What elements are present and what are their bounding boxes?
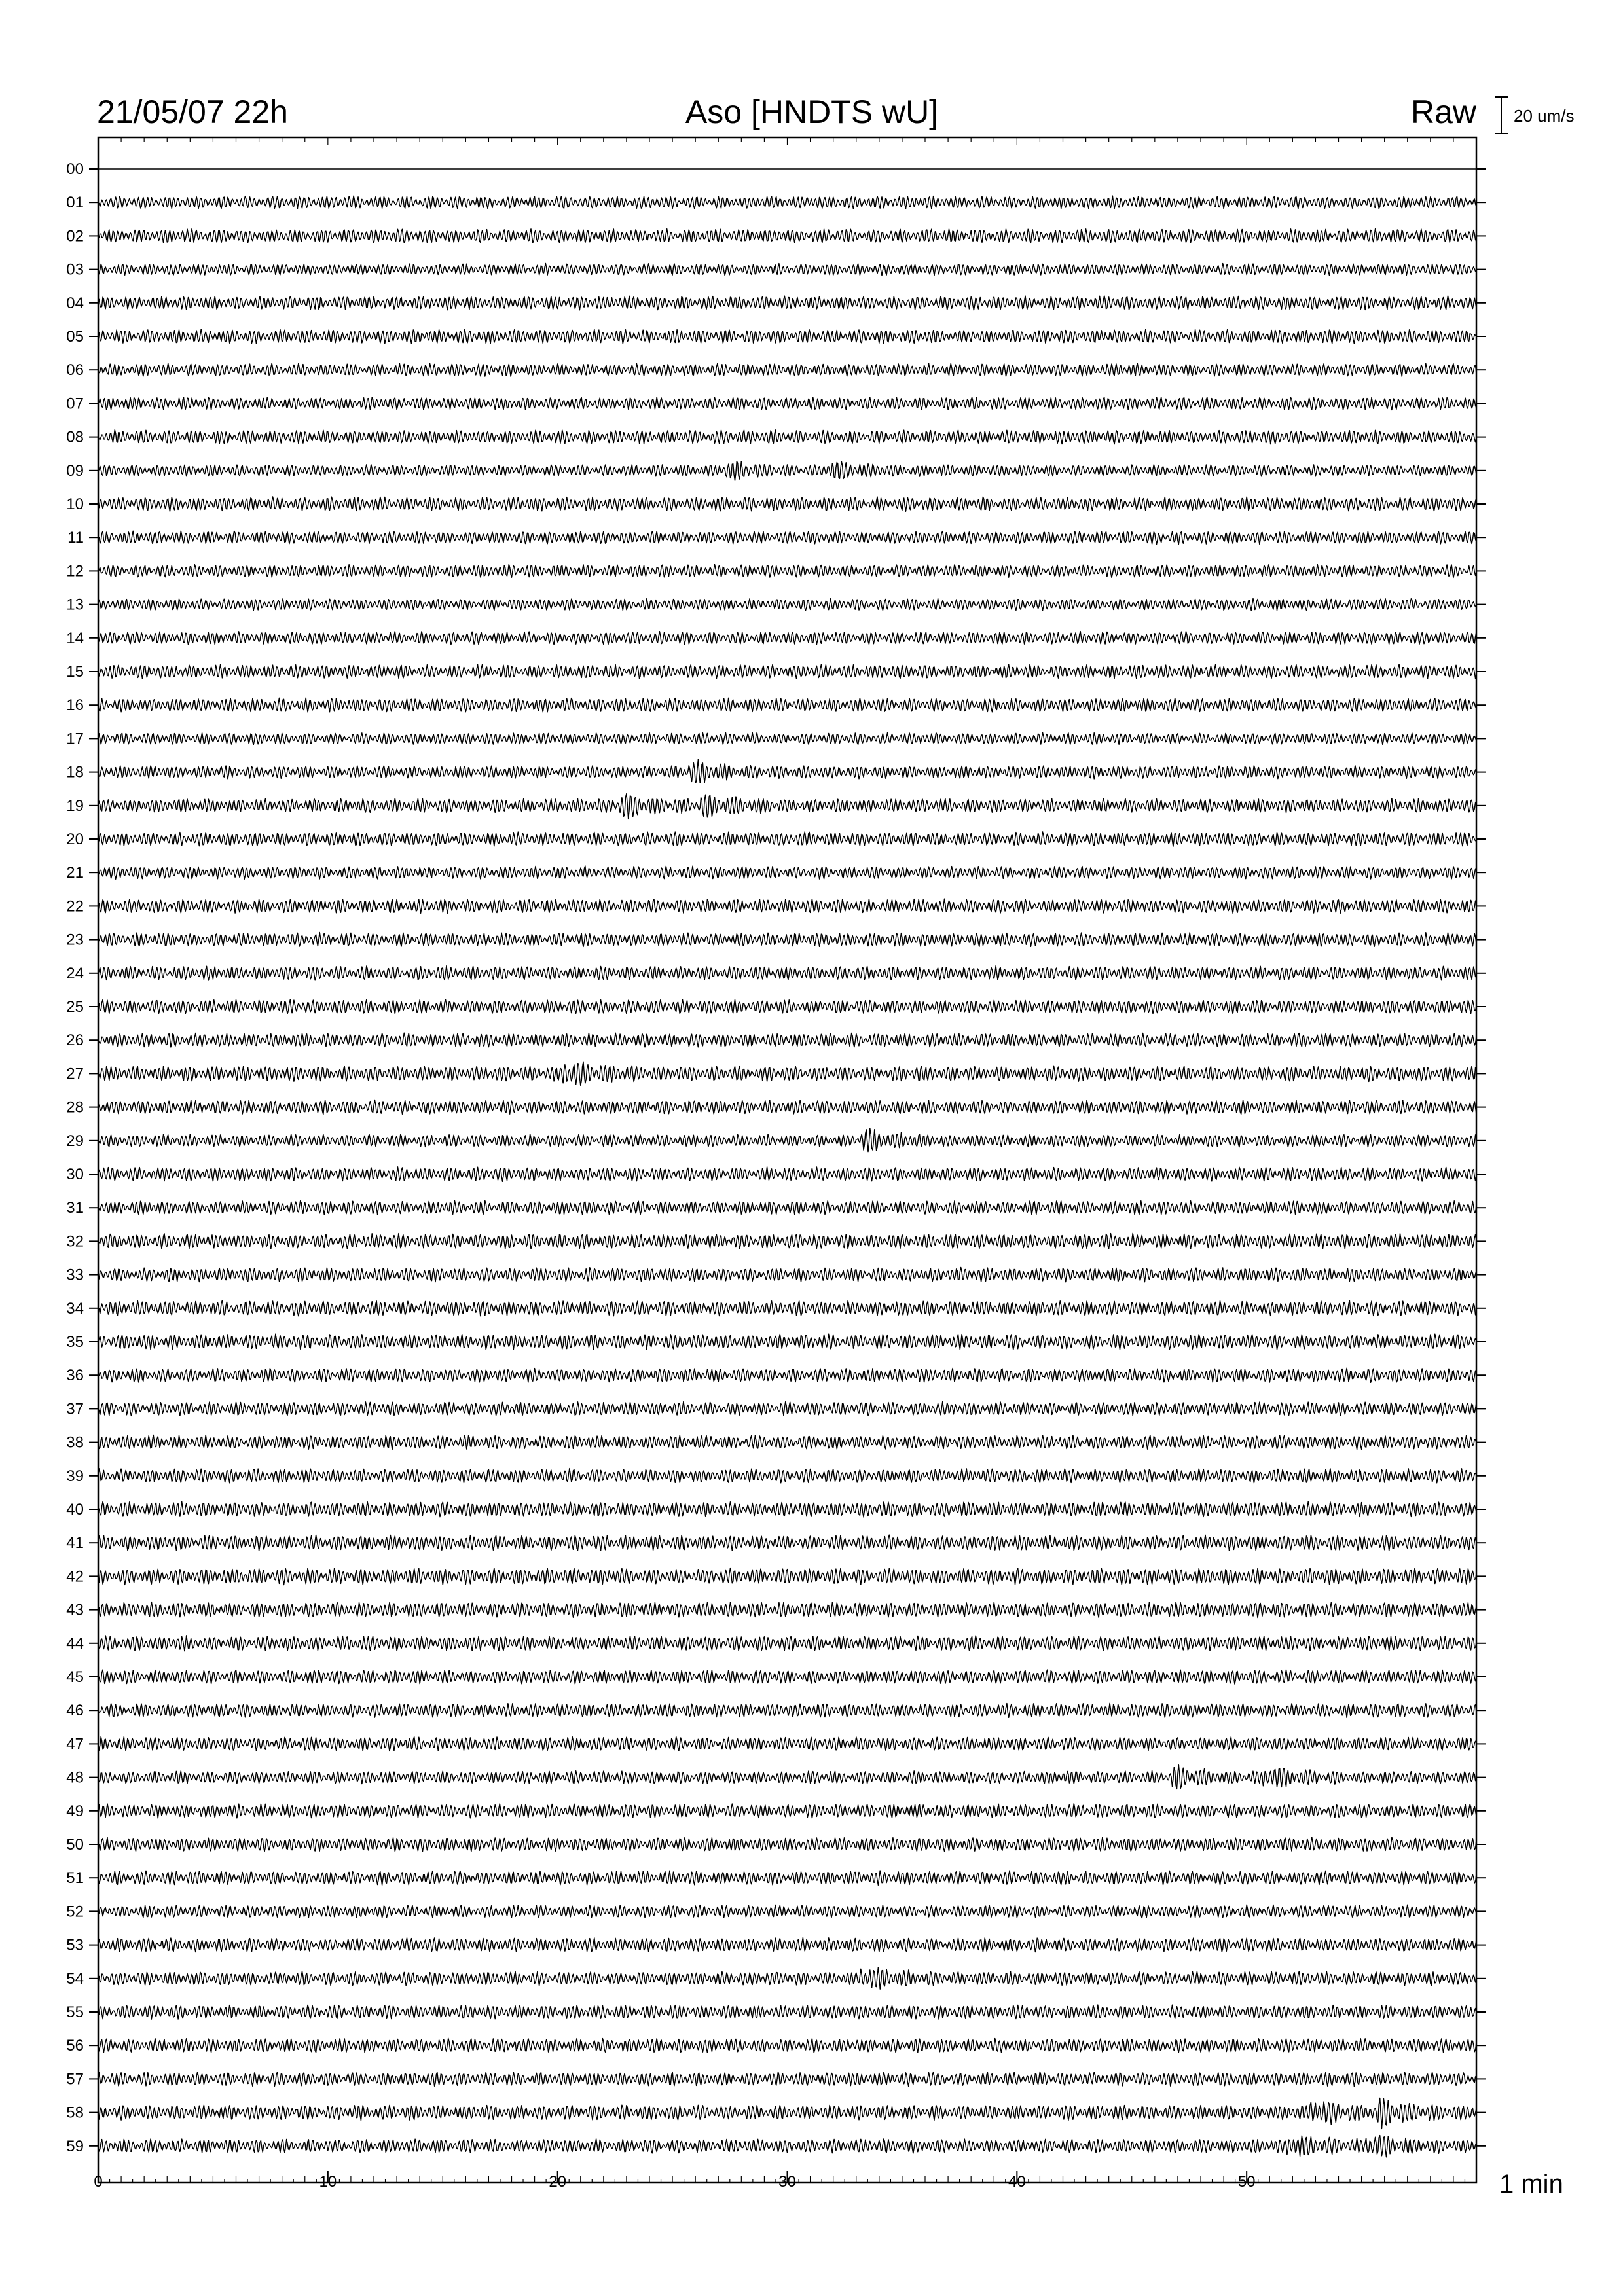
row-label-44: 44: [66, 1634, 84, 1653]
x-tick-label-0: 0: [94, 2173, 103, 2191]
row-label-53: 53: [66, 1936, 84, 1954]
x-tick-label-40: 40: [1008, 2173, 1026, 2191]
row-label-14: 14: [66, 629, 84, 647]
time-unit-label: 1 min: [1499, 2170, 1563, 2198]
row-label-59: 59: [66, 2137, 84, 2155]
row-label-34: 34: [66, 1299, 84, 1318]
row-label-35: 35: [66, 1333, 84, 1351]
row-label-30: 30: [66, 1166, 84, 1183]
mode-label: Raw: [1410, 94, 1476, 130]
row-label-13: 13: [66, 596, 84, 614]
row-label-55: 55: [66, 2003, 84, 2021]
row-label-12: 12: [66, 562, 84, 581]
row-label-03: 03: [66, 260, 84, 279]
row-label-36: 36: [66, 1367, 84, 1385]
row-label-04: 04: [66, 294, 84, 312]
row-label-24: 24: [66, 964, 84, 982]
station-title: Aso [HNDTS wU]: [685, 94, 939, 130]
row-label-40: 40: [66, 1501, 84, 1518]
row-label-09: 09: [66, 461, 84, 480]
row-label-01: 01: [66, 194, 84, 212]
x-tick-label-50: 50: [1237, 2173, 1256, 2191]
row-label-49: 49: [66, 1802, 84, 1820]
amplitude-scale-label: 20 um/s: [1514, 106, 1575, 126]
x-tick-label-30: 30: [778, 2173, 796, 2191]
row-label-45: 45: [66, 1668, 84, 1686]
row-label-28: 28: [66, 1098, 84, 1117]
row-label-47: 47: [66, 1735, 84, 1753]
x-tick-label-20: 20: [549, 2173, 567, 2191]
x-tick-label-10: 10: [319, 2173, 337, 2191]
row-label-21: 21: [66, 864, 84, 882]
row-label-51: 51: [66, 1869, 84, 1888]
row-label-08: 08: [66, 428, 84, 446]
row-label-56: 56: [66, 2037, 84, 2055]
row-label-29: 29: [66, 1132, 84, 1150]
row-label-02: 02: [66, 227, 84, 245]
row-label-17: 17: [66, 730, 84, 748]
row-label-31: 31: [66, 1199, 84, 1217]
row-label-48: 48: [66, 1768, 84, 1787]
row-label-27: 27: [66, 1065, 84, 1083]
row-label-52: 52: [66, 1903, 84, 1921]
row-label-42: 42: [66, 1568, 84, 1586]
row-label-22: 22: [66, 897, 84, 916]
row-label-20: 20: [66, 831, 84, 848]
row-label-15: 15: [66, 663, 84, 681]
row-label-16: 16: [66, 696, 84, 715]
row-label-26: 26: [66, 1031, 84, 1050]
row-label-54: 54: [66, 1969, 84, 1988]
row-label-10: 10: [66, 495, 84, 513]
row-label-25: 25: [66, 998, 84, 1016]
row-label-07: 07: [66, 395, 84, 413]
row-label-38: 38: [66, 1433, 84, 1452]
row-label-11: 11: [67, 529, 84, 547]
row-label-33: 33: [66, 1266, 84, 1284]
row-label-32: 32: [66, 1232, 84, 1251]
row-label-19: 19: [66, 797, 84, 815]
row-label-06: 06: [66, 361, 84, 380]
row-label-46: 46: [66, 1702, 84, 1720]
row-label-37: 37: [66, 1400, 84, 1418]
row-label-05: 05: [66, 328, 84, 346]
row-label-57: 57: [66, 2070, 84, 2089]
row-label-39: 39: [66, 1467, 84, 1485]
row-label-41: 41: [66, 1534, 84, 1552]
row-label-00: 00: [66, 160, 84, 178]
row-label-18: 18: [66, 763, 84, 781]
row-label-50: 50: [66, 1836, 84, 1854]
row-label-58: 58: [66, 2104, 84, 2122]
date-hour-label: 21/05/07 22h: [97, 94, 288, 130]
row-label-43: 43: [66, 1601, 84, 1619]
row-label-23: 23: [66, 931, 84, 949]
